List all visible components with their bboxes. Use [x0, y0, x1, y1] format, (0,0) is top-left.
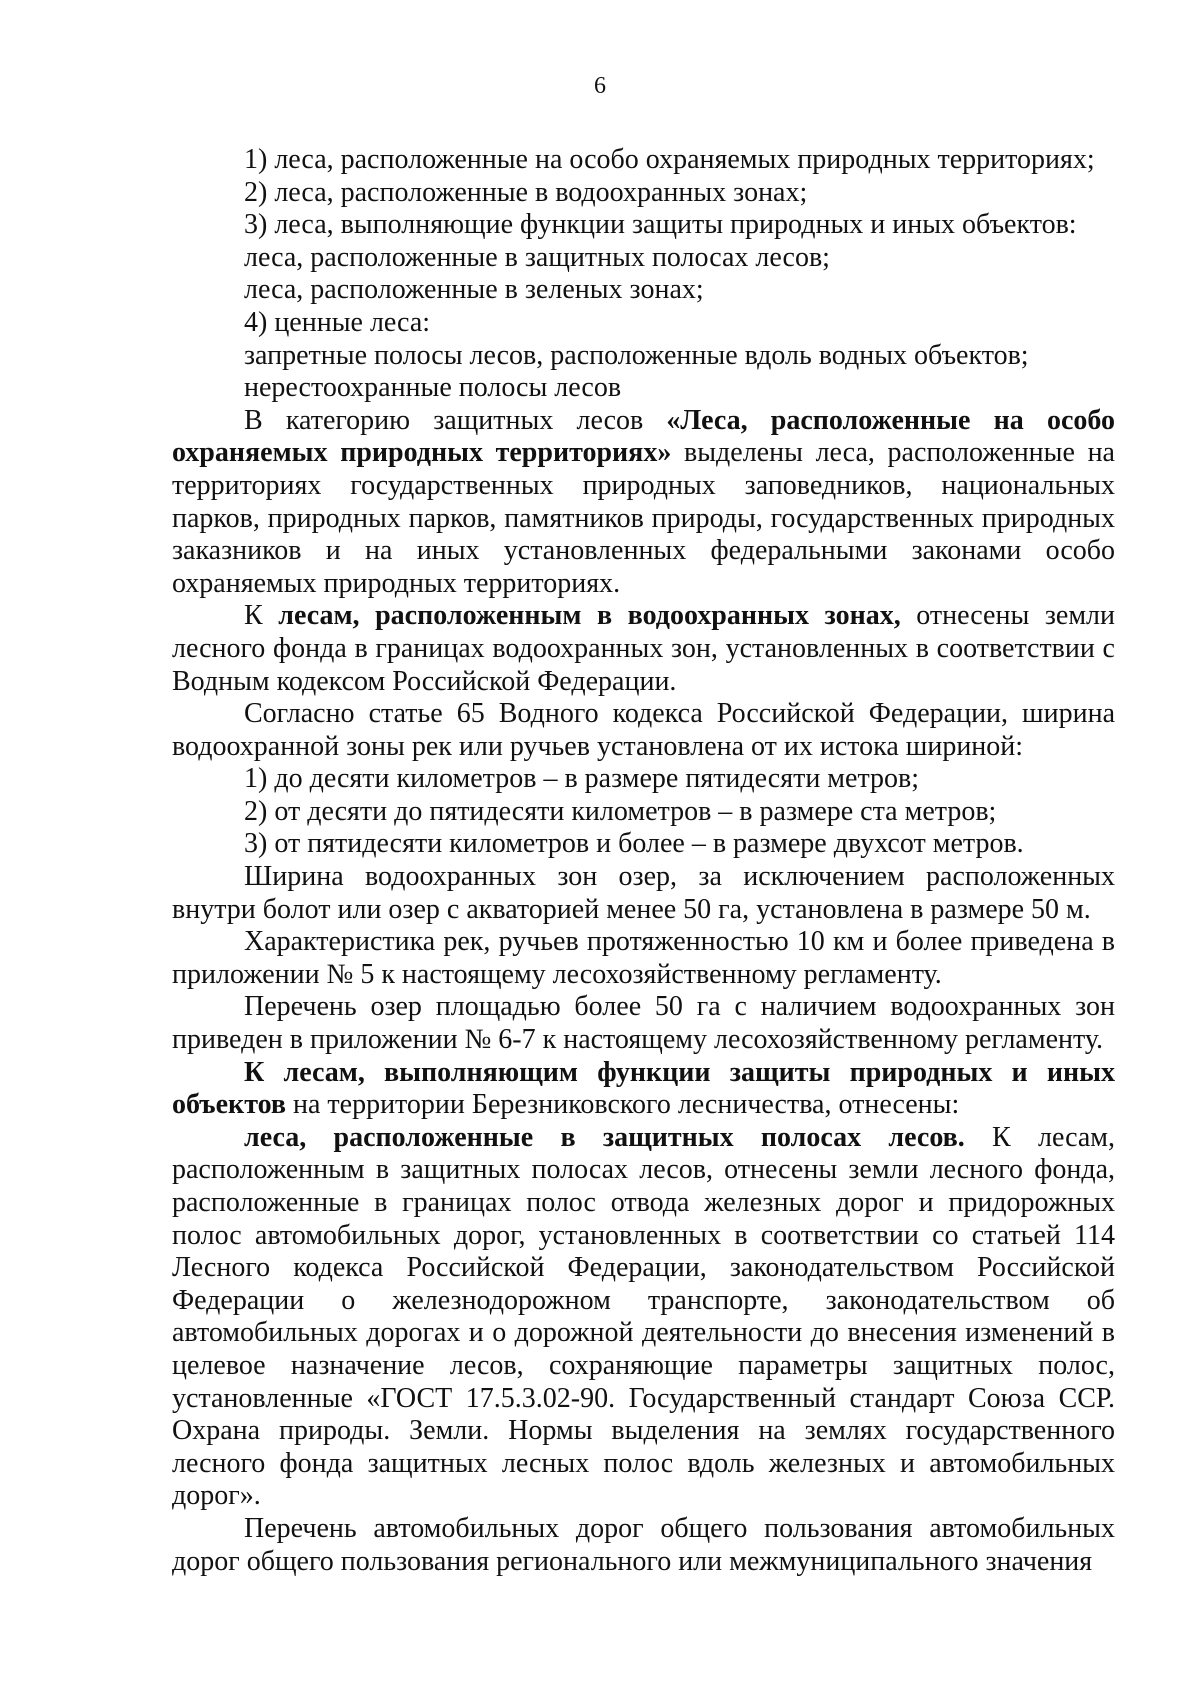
- document-body: [172, 144, 1115, 1578]
- page-number: 6: [594, 73, 606, 99]
- paragraph-bold-term: К лесам, выполняющим функции защиты природных и иных объектов: [172, 1056, 1115, 1121]
- list-item-forbidden-strips: запретные полосы лесов, расположенные вдоль водных объектов;: [244, 339, 1029, 371]
- paragraph-text: на территории Березниковского лесничества, отнесены:: [286, 1089, 960, 1121]
- list-item-water-protection-zones: 2) леса, расположенные в водоохранных зонах;: [244, 176, 808, 208]
- paragraph-bold-term: леса, расположенные в защитных полосах лесов.: [244, 1121, 965, 1153]
- list-item-width-2: 2) от десяти до пятидесяти километров – в размере ста метров;: [244, 795, 997, 827]
- list-item-spawning-strips: нерестоохранные полосы лесов: [244, 372, 622, 404]
- list-item-protective-strips: леса, расположенные в защитных полосах лесов;: [244, 241, 830, 273]
- paragraph-roads-list: Перечень автомобильных дорог общего пользования автомобильных дорог общего пользования регионального или межмуниципального значения: [172, 1512, 1115, 1577]
- paragraph-text: выделены леса, расположенные на территориях государственных природных заповедников, национальных парков, природных парков, памятников природы, государственных природных заказников и на иных установленных федеральными законами особо охраняемых природных территориях.: [172, 437, 1115, 599]
- paragraph-river-characteristics: Характеристика рек, ручьев протяженностью 10 км и более приведена в приложении № 5 к настоящему лесохозяйственному регламенту.: [172, 926, 1115, 990]
- list-item-width-1: 1) до десяти километров – в размере пятидесяти метров;: [244, 763, 920, 795]
- paragraph-water-zones: [172, 600, 1115, 698]
- paragraph-bold-term: лесам, расположенным в водоохранных зонах,: [278, 600, 901, 632]
- paragraph-text: В категорию защитных лесов: [244, 404, 667, 436]
- paragraph-text: отнесены земли лесного фонда в границах водоохранных зон, установленных в соответствии с Водным кодексом Российской Федерации.: [172, 600, 1115, 697]
- paragraph-text: К лесам, расположенным в защитных полосах лесов, отнесены земли лесного фонда, расположенные в границах полос отвода железных дорог и придорожных полос автомобильных дорог, установленных в соответствии со статьей 114 Лесного кодекса Российской Федерации, законодательством Российской Федерации о железнодорожном транспорте, законодательством об автомобильных дорогах и о дорожной деятельности до внесения изменений в целевое назначение лесов, сохраняющие параметры защитных полос, установленные «ГОСТ 17.5.3.02-90. Государственный стандарт Союза ССР. Охрана природы. Земли. Нормы выделения на землях государственного лесного фонда защитных лесных полос вдоль железных и автомобильных дорог».: [172, 1121, 1115, 1512]
- list-item-valuable-forests: 4) ценные леса:: [244, 306, 431, 338]
- paragraph-text: К: [244, 600, 279, 632]
- paragraph-protective-strips: [172, 1122, 1115, 1513]
- paragraph-water-code-article: Согласно статье 65 Водного кодекса Российской Федерации, ширина водоохранной зоны рек или ручьев установлена от их истока шириной:: [172, 698, 1115, 762]
- list-item-green-zones: леса, расположенные в зеленых зонах;: [244, 274, 704, 306]
- paragraph-bold-term: «Леса, расположенные на особо охраняемых природных территориях»: [172, 404, 1116, 469]
- list-item-protective-function: 3) леса, выполняющие функции защиты природных и иных объектов:: [244, 209, 1077, 241]
- paragraph-lake-zones: Ширина водоохранных зон озер, за исключением расположенных внутри болот или озер с акваторией менее 50 га, установлена в размере 50 м.: [172, 861, 1115, 925]
- list-item-width-3: 3) от пятидесяти километров и более – в размере двухсот метров.: [244, 828, 1024, 860]
- paragraph-protected-territories: [172, 405, 1115, 601]
- list-item-protected-territories: 1) леса, расположенные на особо охраняемых природных территориях;: [244, 144, 1095, 175]
- paragraph-protective-function: [172, 1057, 1115, 1122]
- paragraph-lake-list: Перечень озер площадью более 50 га с наличием водоохранных зон приведен в приложении № 6-7 к настоящему лесохозяйственному регламенту.: [172, 991, 1115, 1056]
